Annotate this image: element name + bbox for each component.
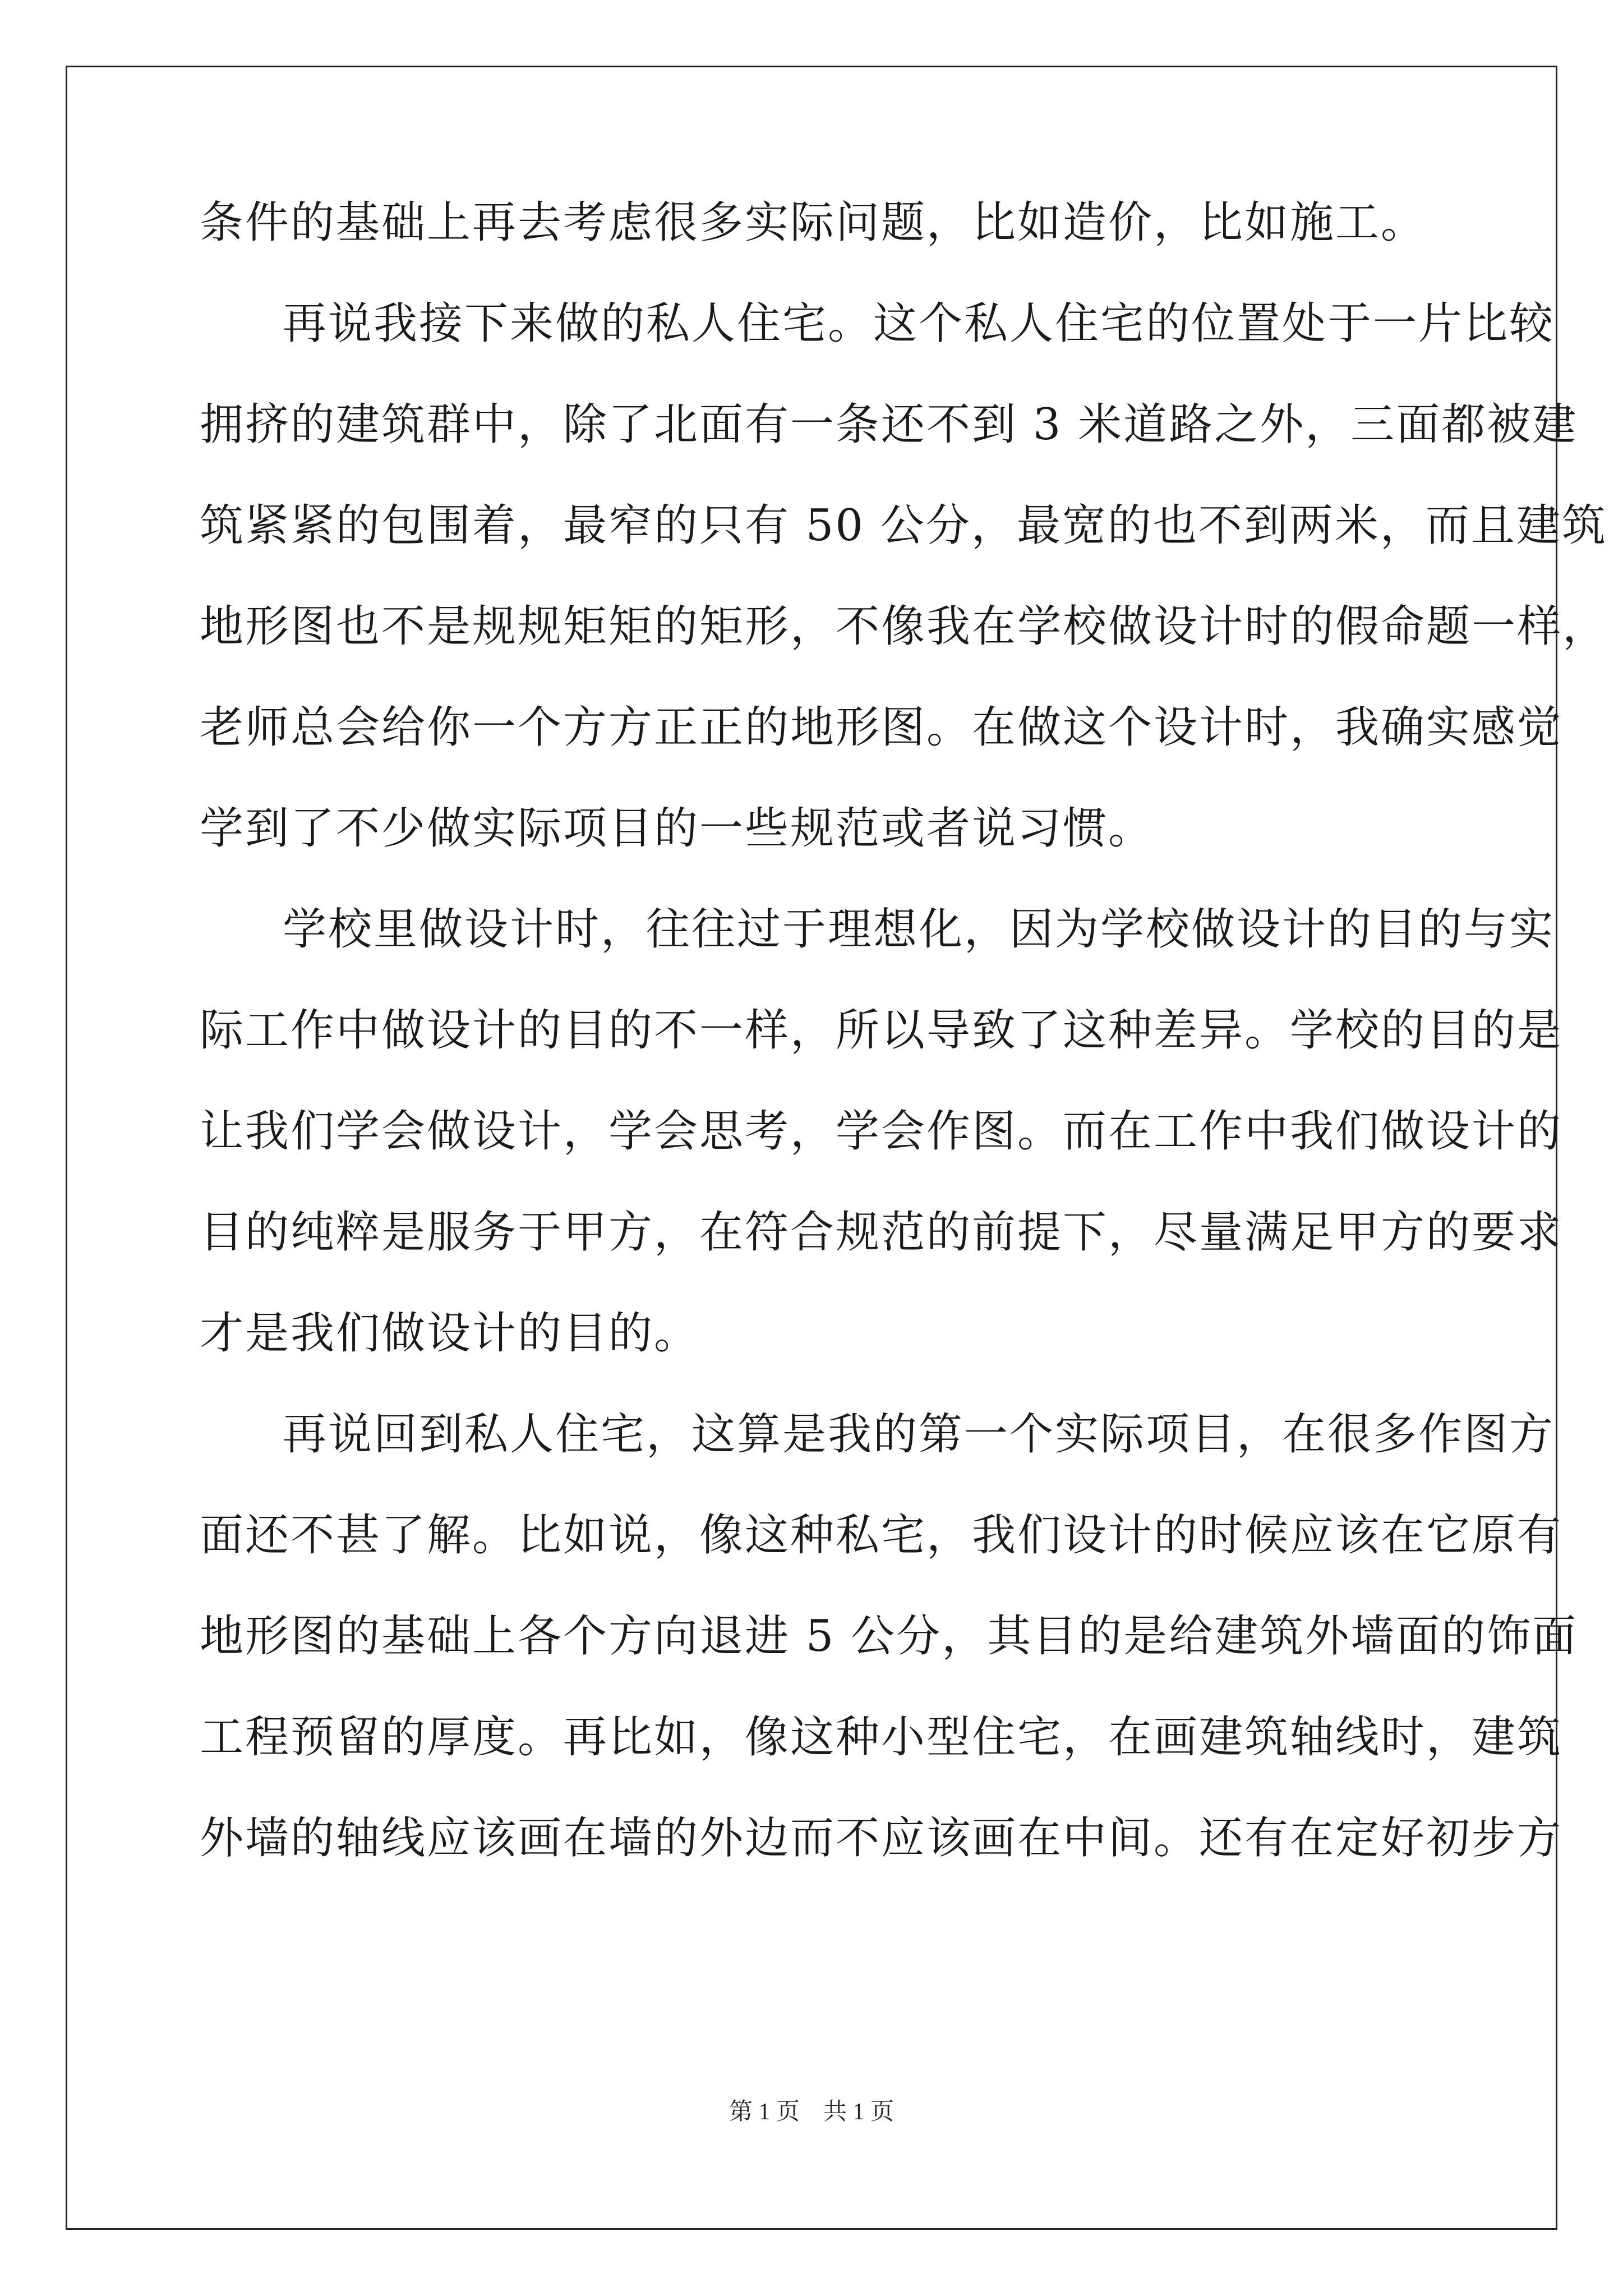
text-line: 目的纯粹是服务于甲方，在符合规范的前提下，尽量满足甲方的要求 [200, 1207, 1563, 1258]
text-line: 条件的基础上再去考虑很多实际问题，比如造价，比如施工。 [200, 197, 1427, 248]
text-line: 地形图也不是规规矩矩的矩形，不像我在学校做设计时的假命题一样， [200, 601, 1608, 652]
text-line: 外墙的轴线应该画在墙的外边而不应该画在中间。还有在定好初步方 [200, 1813, 1563, 1864]
text-line: 才是我们做设计的目的。 [200, 1308, 700, 1359]
paragraph-start-line: 再说我接下来做的私人住宅。这个私人住宅的位置处于一片比较 [283, 298, 1555, 349]
text-line: 工程预留的厚度。再比如，像这种小型住宅，在画建筑轴线时，建筑 [200, 1712, 1563, 1763]
text-line: 学到了不少做实际项目的一些规范或者说习惯。 [200, 803, 1154, 854]
page-footer: 第 1 页 共 1 页 [728, 2099, 894, 2125]
text-line: 让我们学会做设计，学会思考，学会作图。而在工作中我们做设计的 [200, 1106, 1563, 1157]
text-line: 面还不甚了解。比如说，像这种私宅，我们设计的时候应该在它原有 [200, 1510, 1563, 1561]
text-line: 地形图的基础上各个方向退进 5 公分，其目的是给建筑外墙面的饰面 [200, 1611, 1578, 1662]
text-line: 际工作中做设计的目的不一样，所以导致了这种差异。学校的目的是 [200, 1005, 1563, 1056]
paragraph-start-line: 学校里做设计时，往往过于理想化，因为学校做设计的目的与实 [283, 904, 1555, 955]
text-line: 筑紧紧的包围着，最窄的只有 50 公分，最宽的也不到两米，而且建筑 [200, 500, 1607, 551]
text-line: 拥挤的建筑群中，除了北面有一条还不到 3 米道路之外，三面都被建 [200, 399, 1578, 450]
text-line: 老师总会给你一个方方正正的地形图。在做这个设计时，我确实感觉 [200, 702, 1563, 753]
paragraph-start-line: 再说回到私人住宅，这算是我的第一个实际项目，在很多作图方 [283, 1409, 1555, 1460]
